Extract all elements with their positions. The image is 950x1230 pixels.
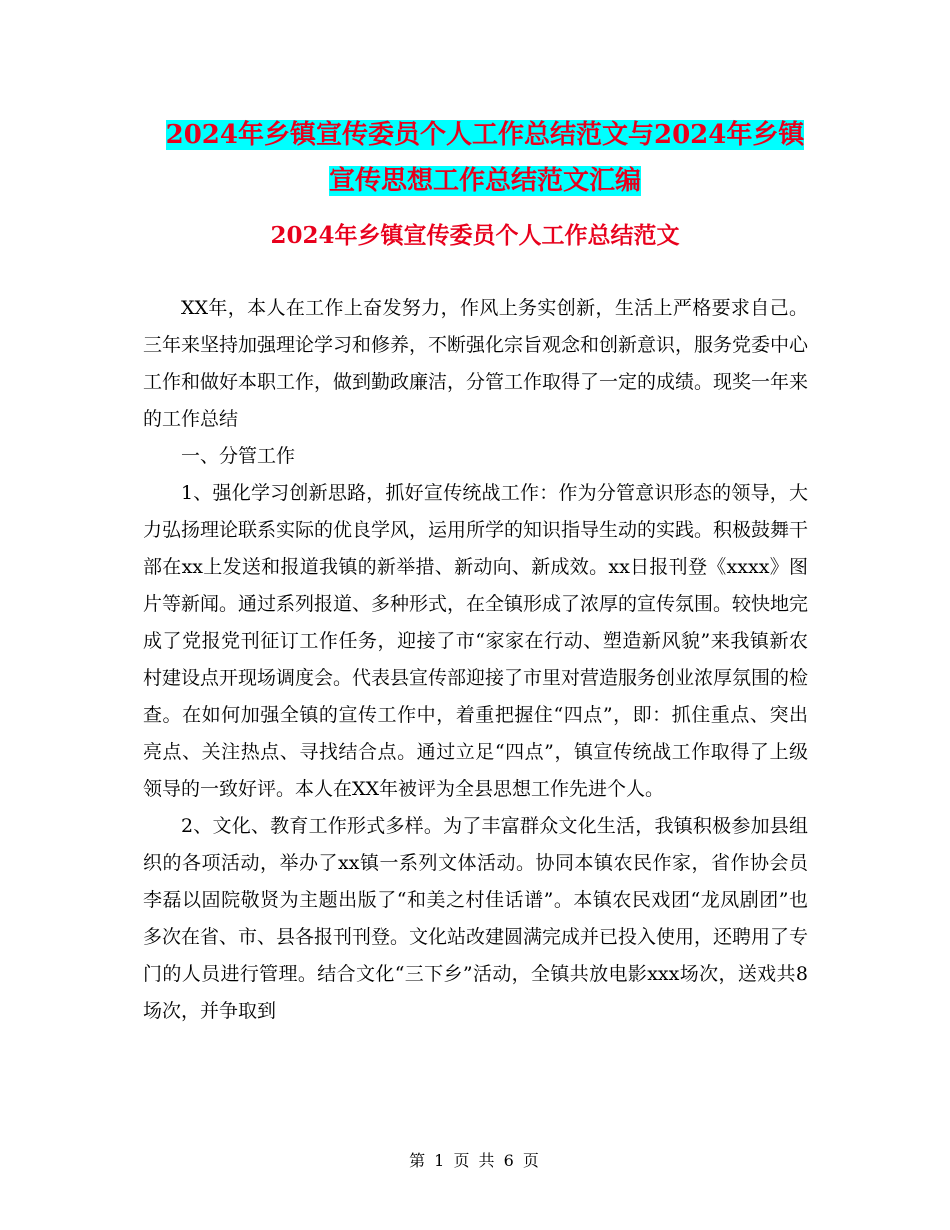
document-title-line2: 宣传思想工作总结范文汇编 [328, 166, 641, 196]
document-title [140, 112, 830, 204]
paragraph-item-2: 2、文化、教育工作形式多样。为了丰富群众文化生活，我镇积极参加县组织的各项活动，举办了xx镇一系列文体活动。协同本镇农民作家，省作协会员李磊以固院敬贤为主题出版了“和美之村佳话谱”。本镇农民戏团“龙凤剧团”也多次在省、市、县各报刊刊登。文化站改建圆满完成并已投入使用，还聘用了专门的人员进行管理。结合文化“三下乡”活动，全镇共放电影xxx场次，送戏共8场次，并争取到 [143, 815, 809, 1022]
paragraph-item-1: 1、强化学习创新思路，抓好宣传统战工作：作为分管意识形态的领导，大力弘扬理论联系实际的优良学风，运用所学的知识指导生动的实践。积极鼓舞干部在xx上发送和报道我镇的新举措、新动向、新成效。xx日报刊登《xxxx》图片等新闻。通过系列报道、多种形式，在全镇形成了浓厚的宣传氛围。较快地完成了党报党刊征订工作任务，迎接了市“家家在行动、塑造新风貌”来我镇新农村建设点开现场调度会。代表县宣传部迎接了市里对营造服务创业浓厚氛围的检查。在如何加强全镇的宣传工作中，着重把握住“四点”，即：抓住重点、突出亮点、关注热点、寻找结合点。通过立足“四点”，镇宣传统战工作取得了上级领导的一致好评。本人在XX年被评为全县思想工作先进个人。 [143, 482, 809, 800]
paragraph-intro: XX年，本人在工作上奋发努力，作风上务实创新，生活上严格要求自己。三年来坚持加强理论学习和修养，不断强化宗旨观念和创新意识，服务党委中心工作和做好本职工作，做到勤政廉洁，分管工作取得了一定的成绩。现奖一年来的工作总结 [143, 297, 809, 430]
page-footer: 第 1 页 共 6 页 [409, 1151, 541, 1170]
document-body [143, 290, 808, 1030]
document-title-line1: 2024年乡镇宣传委员个人工作总结范文与2024年乡镇 [165, 120, 805, 150]
paragraph-heading-1: 一、分管工作 [181, 445, 296, 467]
section-title: 2024年乡镇宣传委员个人工作总结范文 [270, 222, 680, 249]
